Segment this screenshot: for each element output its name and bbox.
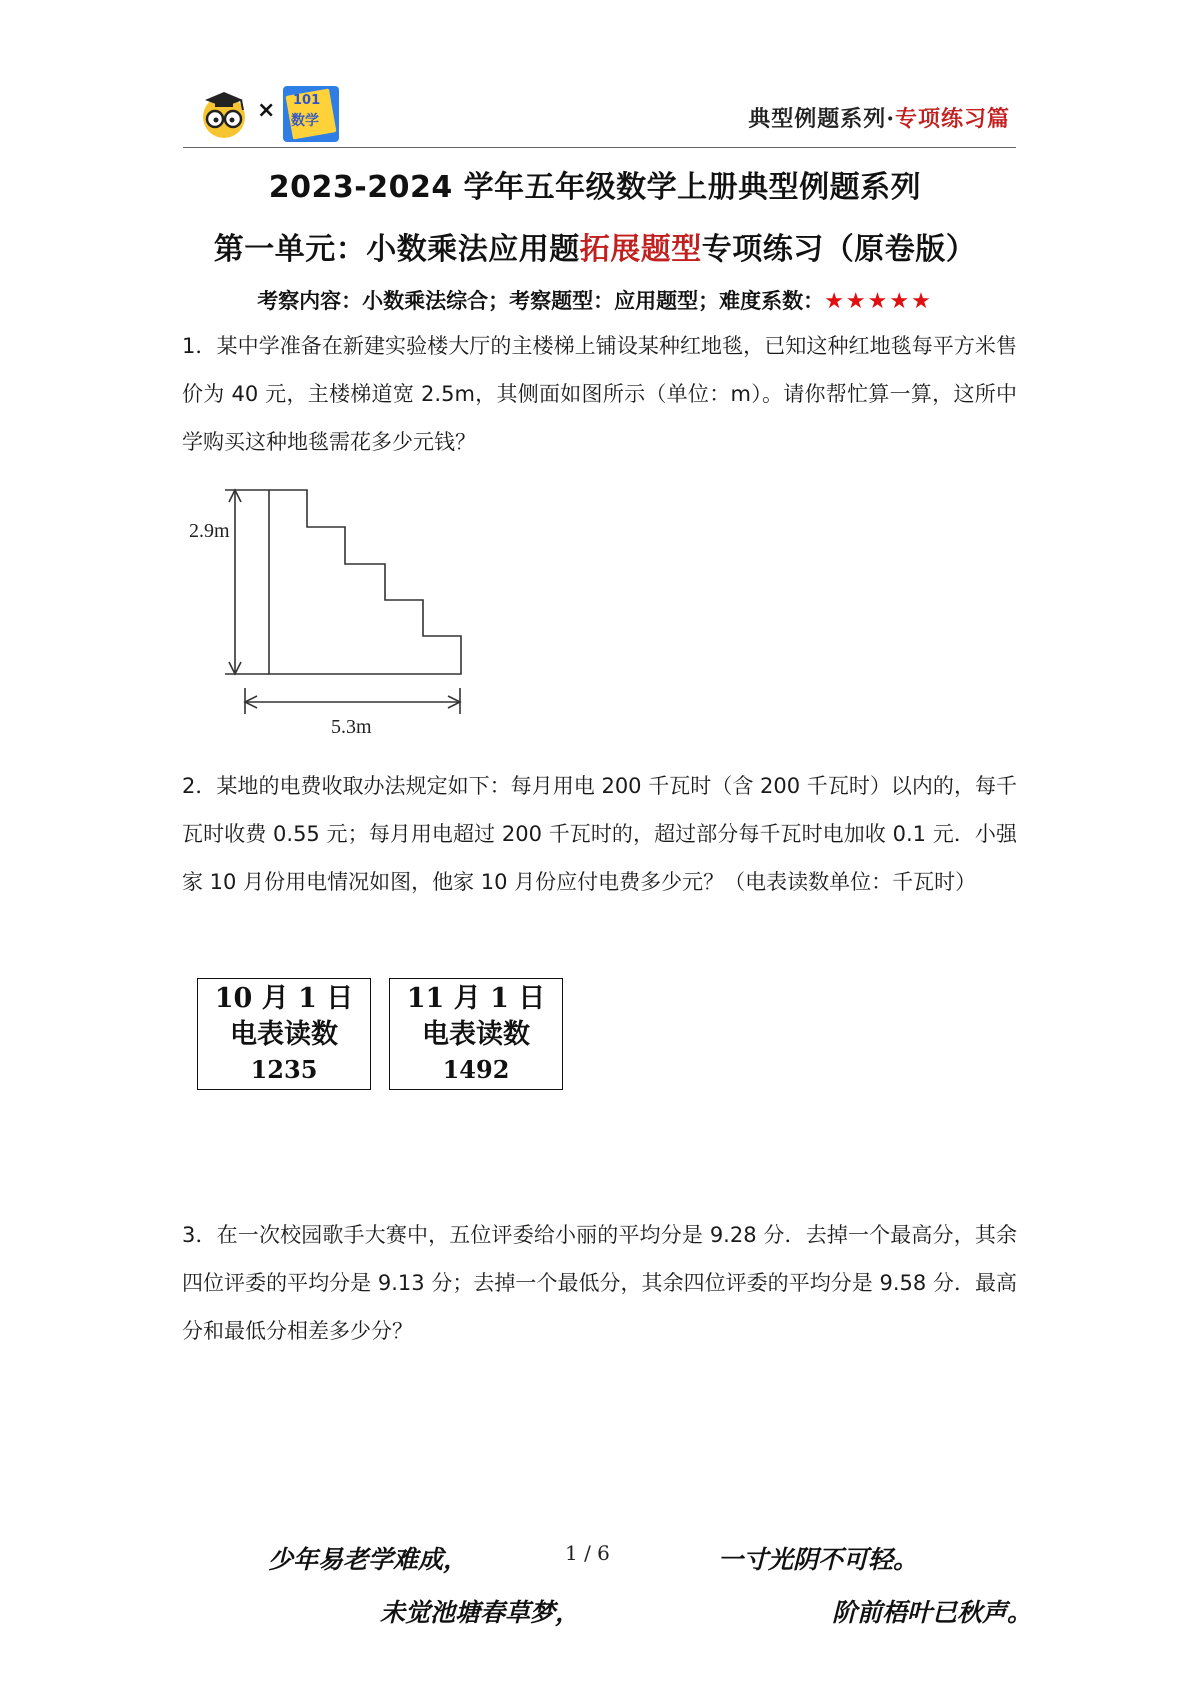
meter-reading-oct: [197, 978, 371, 1090]
page-number: 1 / 6: [565, 1541, 610, 1565]
problem-1: 1．某中学准备在新建实验楼大厅的主楼梯上铺设某种红地毯，已知这种红地毯每平方米售价为 40 元，主楼梯道宽 2.5m，其侧面如图所示（单位：m）。请你帮忙算一算，这所中学购买这种地毯需花多少元钱？: [182, 334, 1017, 454]
subtitle-suffix: 专项练习（原卷版）: [701, 232, 977, 267]
logo-separator: ×: [257, 98, 276, 123]
header-series-label: [748, 102, 1010, 133]
document-subtitle: [0, 224, 1190, 268]
series-label: 典型例题系列: [748, 106, 887, 132]
meter-date: 10 月 1 日: [214, 983, 354, 1014]
document-title: 2023-2024 学年五年级数学上册典型例题系列: [268, 170, 922, 205]
owl-logo-icon: [197, 86, 251, 140]
footer-poem-line-2: 一寸光阴不可轻。: [718, 1545, 919, 1574]
meter-value: 1492: [442, 1055, 510, 1084]
difficulty-stars-icon: ★★★★★: [824, 289, 933, 314]
problem-2: 2．某地的电费收取办法规定如下：每月用电 200 千瓦时（含 200 千瓦时）以内的，每千瓦时收费 0.55 元；每月用电超过 200 千瓦时的，超过部分每千瓦时电加收 0.1 元．小强家 10 月份用电情况如图，他家 10 月份应付电费多少元？（电表读数单位：千瓦时）: [182, 774, 1017, 894]
subtitle-highlight: 拓展题型: [579, 232, 702, 267]
math-101-logo-icon: [283, 86, 339, 142]
meter-label: 电表读数: [422, 1019, 530, 1050]
footer-poem-line-3: 未觉池塘春草梦，: [380, 1598, 581, 1627]
footer-poem-line-1: 少年易老学难成，: [268, 1545, 469, 1574]
logo-101-number: 101: [293, 93, 321, 108]
stairs-width-label: 5.3m: [331, 716, 372, 738]
footer-poem-line-4: 阶前梧叶已秋声。: [832, 1598, 1033, 1627]
meter-reading-nov: [389, 978, 563, 1090]
header-divider: [183, 147, 1016, 148]
section-label: 专项练习篇: [894, 106, 1010, 132]
staircase-figure: [189, 478, 515, 738]
problem-3: 3．在一次校园歌手大赛中，五位评委给小丽的平均分是 9.28 分．去掉一个最高分，其余四位评委的平均分是 9.13 分；去掉一个最低分，其余四位评委的平均分是 9.58 分．最高分和最低分相差多少分？: [182, 1223, 1017, 1343]
meter-date: 11 月 1 日: [406, 983, 546, 1014]
meta-text: 考察内容：小数乘法综合；考察题型：应用题型；难度系数：: [257, 289, 825, 313]
meter-label: 电表读数: [230, 1019, 338, 1050]
stairs-height-label: 2.9m: [189, 520, 230, 542]
series-dot: ·: [886, 106, 895, 132]
logo-101-text: 数学: [291, 113, 319, 129]
exam-meta: [0, 285, 1190, 315]
subtitle-prefix: 第一单元：小数乘法应用题: [213, 232, 580, 267]
meter-value: 1235: [250, 1055, 318, 1084]
